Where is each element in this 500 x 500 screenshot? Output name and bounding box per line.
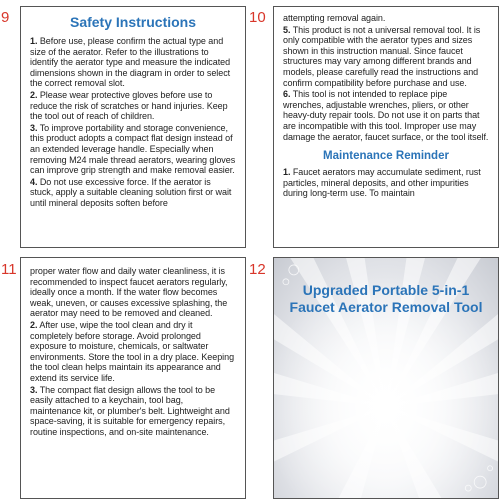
instruction-item xyxy=(30,123,236,176)
page-number-9: 9 xyxy=(1,9,10,26)
product-title-line-1: Upgraded Portable 5-in-1 xyxy=(302,282,470,298)
instruction-item xyxy=(283,167,489,199)
instruction-item xyxy=(30,320,236,384)
item-text: This product is not a universal removal tool. It is only compatible with the aerator types and sizes shown in this instruction manual. Since faucet structures may vary among different brands and models, please carefully read the instructions and confirm compatibility before purchase and use. xyxy=(283,24,481,88)
product-title-line-2: Faucet Aerator Removal Tool xyxy=(289,299,483,315)
item-number: 2. xyxy=(30,89,38,100)
item-text: To improve portability and storage convenience, this product adopts a compact flat design instead of an extended leverage handle. Especially when removing M24 male thread aerators, wearing gloves can improve grip strength and make removal easier. xyxy=(30,122,236,176)
instruction-item xyxy=(283,89,489,142)
product-title xyxy=(274,282,498,316)
manual-page-10 xyxy=(273,6,499,248)
instruction-item xyxy=(30,385,236,438)
page-heading: Safety Instructions xyxy=(69,14,197,30)
instruction-item xyxy=(283,25,489,89)
page-number-10: 10 xyxy=(249,9,266,26)
item-text: Please wear protective gloves before use to reduce the risk of scratches or hand injuries. Keep the tool out of reach of children. xyxy=(30,89,228,122)
item-text: The compact flat design allows the tool to be easily attached to a keychain, tool bag, maintenance kit, or plumber's belt. Lightweight and space-saving, it is suitable for emergency repairs, routine inspections, and on-site maintenance. xyxy=(30,384,230,437)
item-number: 5. xyxy=(283,24,291,35)
manual-page-11 xyxy=(20,257,246,499)
item-number: 1. xyxy=(30,36,38,46)
item-text: Faucet aerators may accumulate sediment, rust particles, mineral deposits, and other impurities during long-term use. To maintain xyxy=(283,167,481,199)
item-text: Do not use excessive force. If the aerator is stuck, apply a suitable cleaning solution first or wait until mineral deposits soften before xyxy=(30,176,232,208)
page-number-11: 11 xyxy=(1,261,17,278)
item-number: 4. xyxy=(30,176,38,187)
item-number: 6. xyxy=(283,89,291,100)
continued-text: attempting removal again. xyxy=(283,13,386,23)
instruction-item xyxy=(30,36,236,89)
item-text: After use, wipe the tool clean and dry it completely before storage. Avoid prolonged exposure to moisture, chemicals, or saltwater environments. Store the tool in a dry place. Keeping the tool clean helps maintain its appearance and extend its service life. xyxy=(30,319,235,383)
instruction-item xyxy=(30,177,236,209)
manual-page-9 xyxy=(20,6,246,248)
item-text: This tool is not intended to replace pipe wrenches, adjustable wrenches, pliers, or other heavy-duty repair tools. Do not use it on parts that are incompatible with this tool. Improper use may damage the aerator, faucet surface, or the tool itself. xyxy=(283,89,489,142)
item-number: 3. xyxy=(30,384,38,395)
item-number: 2. xyxy=(30,319,38,330)
item-number: 3. xyxy=(30,122,38,133)
item-number: 1. xyxy=(283,167,291,178)
instruction-item xyxy=(30,90,236,122)
continued-text: proper water flow and daily water cleanliness, it is recommended to inspect faucet aerators regularly, ideally once a month. If the water flow becomes weak, uneven, or causes excessive splashing, the aerator may need to be removed and cleaned. xyxy=(30,266,228,319)
manual-page-12 xyxy=(273,257,499,499)
section-heading: Maintenance Reminder xyxy=(323,150,449,163)
page-number-12: 12 xyxy=(249,261,266,278)
item-text: Before use, please confirm the actual type and size of the aerator. Refer to the illustrations to identify the aerator type and measure the indicated dimensions shown in the diagram in order to select the correct removal slot. xyxy=(30,36,231,89)
